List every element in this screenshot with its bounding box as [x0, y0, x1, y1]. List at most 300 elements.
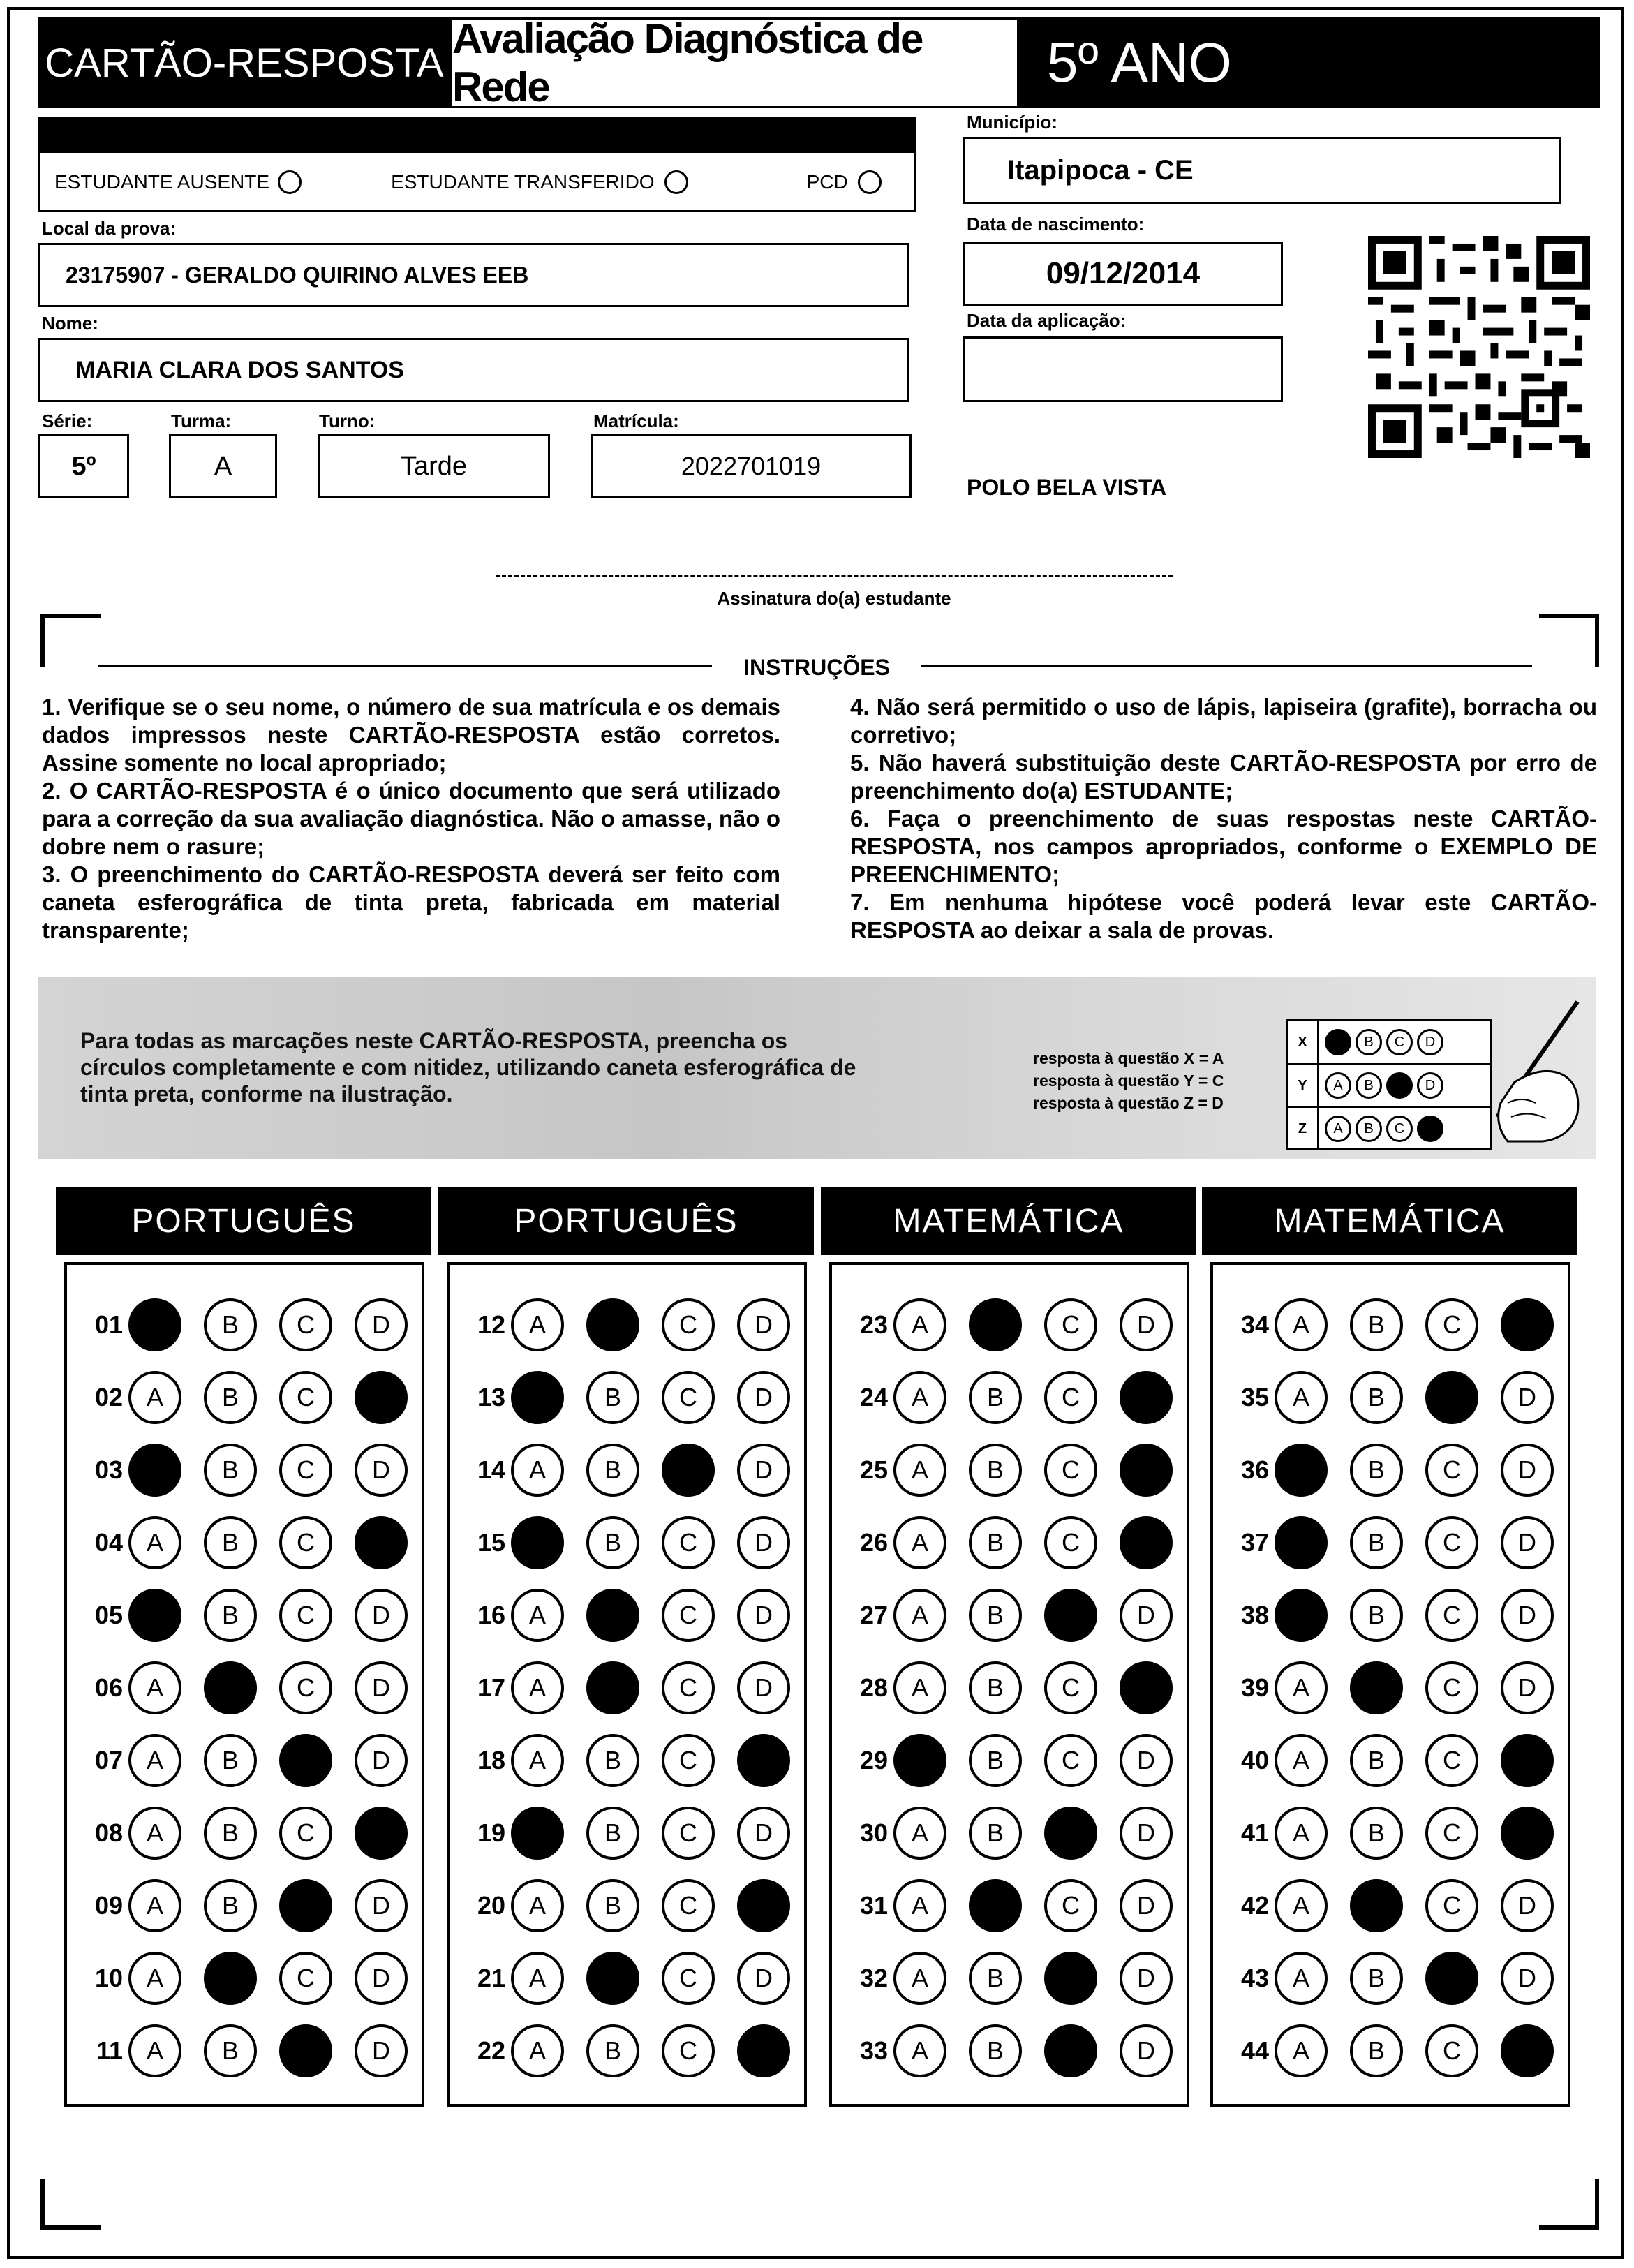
- instruction-7: 7. Em nenhuma hipótese você poderá levar este CARTÃO-RESPOSTA ao deixar a sala de provas.: [850, 889, 1597, 943]
- answer-bubble-d[interactable]: [355, 1661, 408, 1714]
- answer-bubble-b[interactable]: [586, 1589, 639, 1642]
- answer-bubble-b[interactable]: [586, 1952, 639, 2005]
- answer-bubble-a[interactable]: [893, 1516, 946, 1569]
- answer-bubble-c[interactable]: [279, 1952, 332, 2005]
- transferred-radio[interactable]: [664, 170, 688, 194]
- example-bubble-letter: B: [1364, 1120, 1374, 1136]
- answer-bubble-b[interactable]: [969, 1444, 1022, 1497]
- bubble-letter: B: [986, 1528, 1004, 1557]
- example-bubble-a: [1325, 1029, 1351, 1055]
- answer-bubble-d[interactable]: [1120, 1371, 1173, 1424]
- turno-label: Turno:: [319, 410, 376, 431]
- answer-bubble-a[interactable]: [1275, 1661, 1328, 1714]
- answer-bubble-d[interactable]: [1120, 1952, 1173, 2005]
- question-number: 29: [859, 1746, 888, 1774]
- example-bubble-letter: C: [1394, 1034, 1405, 1050]
- answer-bubble-a[interactable]: [1275, 1952, 1328, 2005]
- answer-bubble-b[interactable]: [969, 1661, 1022, 1714]
- answer-bubble-b[interactable]: [969, 1952, 1022, 2005]
- answer-bubble-d[interactable]: [1120, 1516, 1173, 1569]
- nascimento-field: [963, 242, 1283, 306]
- answer-bubble-a[interactable]: [893, 1444, 946, 1497]
- answer-bubble-d[interactable]: [737, 1589, 790, 1642]
- answer-bubble-d[interactable]: [355, 1516, 408, 1569]
- serie-label: Série:: [42, 410, 93, 431]
- answer-bubble-b[interactable]: [969, 1516, 1022, 1569]
- answer-bubble-b[interactable]: [586, 1879, 639, 1932]
- answer-bubble-a[interactable]: [1275, 2024, 1328, 2077]
- answer-bubble-d[interactable]: [1120, 1734, 1173, 1787]
- answer-bubble-c[interactable]: [279, 1516, 332, 1569]
- answer-bubble-c[interactable]: [1044, 2024, 1097, 2077]
- answer-bubble-a[interactable]: [1275, 1298, 1328, 1351]
- question-number: 28: [859, 1673, 888, 1702]
- bubble-letter: A: [911, 1383, 928, 1411]
- answer-bubble-d[interactable]: [1501, 1952, 1554, 2005]
- question-number: 31: [859, 1891, 888, 1920]
- answer-bubble-b[interactable]: [204, 1807, 257, 1860]
- answer-bubble-c[interactable]: [1044, 1661, 1097, 1714]
- question-row: [840, 1363, 1195, 1432]
- answer-column-2: [447, 1262, 807, 2107]
- answer-bubble-c[interactable]: [1044, 1298, 1097, 1351]
- question-number: 06: [94, 1673, 123, 1702]
- answer-bubble-b[interactable]: [204, 1661, 257, 1714]
- question-row: [75, 1653, 430, 1723]
- hand-pen-icon: [1466, 998, 1584, 1145]
- answer-bubble-c[interactable]: [662, 1952, 715, 2005]
- answer-bubble-a[interactable]: [128, 1952, 181, 2005]
- bubble-letter: C: [679, 2036, 697, 2065]
- answer-bubble-c[interactable]: [1425, 1589, 1478, 1642]
- answer-bubble-c[interactable]: [662, 1444, 715, 1497]
- answer-bubble-c[interactable]: [1425, 1661, 1478, 1714]
- answer-bubble-d[interactable]: [355, 1298, 408, 1351]
- answer-bubble-a[interactable]: [128, 1516, 181, 1569]
- answer-bubble-c[interactable]: [662, 1298, 715, 1351]
- bubble-letter: B: [221, 1383, 239, 1411]
- answer-bubble-a[interactable]: [893, 1879, 946, 1932]
- answer-bubble-b[interactable]: [1350, 1444, 1403, 1497]
- question-row: [75, 1871, 430, 1941]
- question-number: 12: [477, 1310, 505, 1339]
- bubble-letter: C: [679, 1891, 697, 1920]
- bubble-letter: B: [1367, 1964, 1385, 1992]
- answer-bubble-a[interactable]: [1275, 1879, 1328, 1932]
- answer-bubble-c[interactable]: [1044, 1516, 1097, 1569]
- bubble-letter: C: [1443, 1455, 1461, 1484]
- answer-bubble-c[interactable]: [279, 1298, 332, 1351]
- answer-bubble-c[interactable]: [1425, 1516, 1478, 1569]
- answer-bubble-c[interactable]: [662, 1807, 715, 1860]
- answer-bubble-a[interactable]: [893, 1807, 946, 1860]
- matricula-label: Matrícula:: [593, 410, 679, 431]
- example-legend-z: resposta à questão Z = D: [1033, 1094, 1224, 1112]
- bubble-letter: D: [1137, 1964, 1155, 1992]
- question-row: [1221, 1363, 1576, 1432]
- pcd-radio[interactable]: [858, 170, 882, 194]
- answer-bubble-d[interactable]: [737, 1952, 790, 2005]
- question-number: 25: [859, 1455, 888, 1484]
- example-bubble-a: [1325, 1072, 1351, 1099]
- answer-bubble-c[interactable]: [279, 1661, 332, 1714]
- answer-bubble-a[interactable]: [511, 1661, 564, 1714]
- question-number: 42: [1240, 1891, 1269, 1920]
- question-number: 10: [94, 1964, 123, 1992]
- answer-bubble-d[interactable]: [1501, 2024, 1554, 2077]
- question-number: 27: [859, 1601, 888, 1629]
- answer-bubble-b[interactable]: [204, 1952, 257, 2005]
- answer-bubble-d[interactable]: [355, 1734, 408, 1787]
- answer-bubble-b[interactable]: [969, 1589, 1022, 1642]
- answer-bubble-b[interactable]: [1350, 1952, 1403, 2005]
- answer-bubble-b[interactable]: [204, 1589, 257, 1642]
- question-number: 30: [859, 1818, 888, 1847]
- bubble-letter: A: [911, 1455, 928, 1484]
- answer-bubble-c[interactable]: [279, 2024, 332, 2077]
- answer-bubble-b[interactable]: [586, 2024, 639, 2077]
- answer-bubble-c[interactable]: [1425, 1952, 1478, 2005]
- bubble-letter: A: [911, 1310, 928, 1339]
- answer-bubble-c[interactable]: [1425, 1298, 1478, 1351]
- answer-bubble-b[interactable]: [586, 1371, 639, 1424]
- answer-bubble-a[interactable]: [128, 1298, 181, 1351]
- answer-bubble-b[interactable]: [586, 1298, 639, 1351]
- bubble-letter: B: [1367, 1310, 1385, 1339]
- bubble-letter: C: [679, 1746, 697, 1774]
- question-row: [75, 1798, 430, 1868]
- answer-bubble-c[interactable]: [662, 1661, 715, 1714]
- answer-bubble-d[interactable]: [1120, 1807, 1173, 1860]
- subject-header-2: PORTUGUÊS: [438, 1187, 814, 1255]
- question-number: 11: [96, 2036, 123, 2065]
- bubble-letter: D: [755, 1964, 773, 1992]
- answer-bubble-b[interactable]: [204, 1298, 257, 1351]
- answer-bubble-c[interactable]: [279, 1371, 332, 1424]
- answer-bubble-d[interactable]: [1501, 1298, 1554, 1351]
- bubble-letter: D: [1137, 1601, 1155, 1629]
- bubble-letter: D: [372, 1673, 390, 1702]
- answer-bubble-b[interactable]: [1350, 2024, 1403, 2077]
- answer-bubble-d[interactable]: [737, 1371, 790, 1424]
- answer-bubble-a[interactable]: [893, 1589, 946, 1642]
- answer-bubble-c[interactable]: [1044, 1589, 1097, 1642]
- bubble-letter: D: [372, 1455, 390, 1484]
- bubble-letter: C: [679, 1673, 697, 1702]
- question-row: [840, 1726, 1195, 1795]
- answer-bubble-d[interactable]: [355, 1952, 408, 2005]
- instructions-title: INSTRUÇÕES: [743, 655, 890, 680]
- bubble-letter: D: [1518, 1528, 1536, 1557]
- answer-bubble-d[interactable]: [355, 1807, 408, 1860]
- question-row: [458, 1798, 812, 1868]
- answer-bubble-b[interactable]: [204, 1734, 257, 1787]
- answer-bubble-b[interactable]: [1350, 1516, 1403, 1569]
- answer-bubble-c[interactable]: [1044, 1807, 1097, 1860]
- answer-column-3: [829, 1262, 1189, 2107]
- bubble-letter: C: [1443, 1310, 1461, 1339]
- question-row: [840, 1435, 1195, 1505]
- answer-bubble-a[interactable]: [128, 1371, 181, 1424]
- answer-bubble-b[interactable]: [969, 1879, 1022, 1932]
- question-row: [1221, 1653, 1576, 1723]
- aplicacao-field[interactable]: [963, 336, 1283, 402]
- answer-bubble-b[interactable]: [204, 2024, 257, 2077]
- answer-bubble-a[interactable]: [128, 1444, 181, 1497]
- answer-bubble-b[interactable]: [204, 1444, 257, 1497]
- answer-bubble-a[interactable]: [1275, 1734, 1328, 1787]
- answer-bubble-b[interactable]: [204, 1879, 257, 1932]
- answer-bubble-b[interactable]: [1350, 1734, 1403, 1787]
- answer-bubble-c[interactable]: [279, 1589, 332, 1642]
- answer-bubble-a[interactable]: [1275, 1807, 1328, 1860]
- matricula-value: 2022701019: [681, 452, 822, 480]
- answer-bubble-d[interactable]: [737, 1516, 790, 1569]
- bubble-letter: B: [221, 1746, 239, 1774]
- answer-bubble-d[interactable]: [355, 1589, 408, 1642]
- answer-bubble-d[interactable]: [355, 1444, 408, 1497]
- answer-bubble-c[interactable]: [1425, 2024, 1478, 2077]
- answer-bubble-c[interactable]: [279, 1444, 332, 1497]
- question-number: 17: [477, 1673, 505, 1702]
- answer-bubble-a[interactable]: [893, 1298, 946, 1351]
- question-row: [840, 1508, 1195, 1578]
- answer-bubble-d[interactable]: [1501, 1734, 1554, 1787]
- answer-bubble-a[interactable]: [893, 1952, 946, 2005]
- answer-bubble-d[interactable]: [355, 1879, 408, 1932]
- answer-bubble-a[interactable]: [128, 1661, 181, 1714]
- bubble-letter: A: [528, 1746, 546, 1774]
- answer-bubble-d[interactable]: [1120, 1661, 1173, 1714]
- instruction-1: 1. Verifique se o seu nome, o número de sua matrícula e os demais dados impressos neste CARTÃO-RESPOSTA estão corretos. Assine somente no local apropriado;: [42, 694, 780, 776]
- bubble-letter: B: [604, 1383, 621, 1411]
- bubble-letter: B: [604, 1891, 621, 1920]
- bubble-letter: B: [604, 2036, 621, 2065]
- question-number: 33: [859, 2036, 888, 2065]
- question-row: [75, 1435, 430, 1505]
- answer-bubble-a[interactable]: [893, 1661, 946, 1714]
- answer-bubble-b[interactable]: [969, 1734, 1022, 1787]
- answer-bubble-d[interactable]: [1501, 1807, 1554, 1860]
- answer-bubble-d[interactable]: [355, 1371, 408, 1424]
- bubble-letter: A: [528, 2036, 546, 2065]
- answer-bubble-c[interactable]: [662, 2024, 715, 2077]
- answer-bubble-a[interactable]: [128, 1734, 181, 1787]
- bubble-letter: D: [1518, 1964, 1536, 1992]
- question-row: [840, 2016, 1195, 2086]
- answer-bubble-d[interactable]: [737, 1879, 790, 1932]
- absent-radio[interactable]: [278, 170, 302, 194]
- bubble-letter: C: [1443, 2036, 1461, 2065]
- question-number: 18: [477, 1746, 505, 1774]
- bubble-letter: C: [1443, 1891, 1461, 1920]
- answer-bubble-c[interactable]: [279, 1734, 332, 1787]
- answer-bubble-a[interactable]: [511, 1807, 564, 1860]
- municipio-field: [963, 137, 1561, 204]
- bubble-letter: C: [297, 1528, 315, 1557]
- question-number: 40: [1240, 1746, 1269, 1774]
- example-text: Para todas as marcações neste CARTÃO-RESPOSTA, preencha os círculos completamente e com nitidez, utilizando caneta esferográfica de tinta preta, conforme na ilustração.: [80, 1028, 856, 1106]
- answer-bubble-c[interactable]: [662, 1516, 715, 1569]
- answer-bubble-a[interactable]: [511, 2024, 564, 2077]
- signature-label: Assinatura do(a) estudante: [717, 588, 951, 609]
- question-number: 39: [1240, 1673, 1269, 1702]
- answer-bubble-c[interactable]: [1425, 1807, 1478, 1860]
- question-row: [458, 1508, 812, 1578]
- answer-bubble-a[interactable]: [128, 1807, 181, 1860]
- answer-bubble-b[interactable]: [586, 1516, 639, 1569]
- answer-bubble-a[interactable]: [1275, 1589, 1328, 1642]
- example-row-label: Y: [1288, 1065, 1319, 1106]
- answer-bubble-c[interactable]: [279, 1879, 332, 1932]
- subject-header-3: MATEMÁTICA: [821, 1187, 1196, 1255]
- answer-bubble-a[interactable]: [511, 1516, 564, 1569]
- answer-bubble-b[interactable]: [1350, 1661, 1403, 1714]
- answer-bubble-b[interactable]: [969, 1807, 1022, 1860]
- answer-bubble-b[interactable]: [1350, 1879, 1403, 1932]
- answer-bubble-a[interactable]: [128, 2024, 181, 2077]
- bubble-letter: D: [1137, 1746, 1155, 1774]
- card-label-box: [38, 17, 450, 108]
- question-row: [1221, 1871, 1576, 1941]
- answer-bubble-d[interactable]: [1501, 1589, 1554, 1642]
- corner-mark-top-left: [40, 614, 101, 667]
- answer-bubble-b[interactable]: [969, 1298, 1022, 1351]
- answer-bubble-b[interactable]: [1350, 1807, 1403, 1860]
- answer-bubble-b[interactable]: [586, 1444, 639, 1497]
- example-bubble-c: [1386, 1072, 1413, 1099]
- answer-bubble-b[interactable]: [1350, 1298, 1403, 1351]
- answer-bubble-c[interactable]: [662, 1734, 715, 1787]
- answer-bubble-a[interactable]: [128, 1879, 181, 1932]
- answer-bubble-c[interactable]: [1425, 1371, 1478, 1424]
- answer-bubble-c[interactable]: [1044, 1444, 1097, 1497]
- answer-bubble-a[interactable]: [511, 1298, 564, 1351]
- answer-bubble-b[interactable]: [204, 1516, 257, 1569]
- answer-bubble-a[interactable]: [128, 1589, 181, 1642]
- answer-bubble-c[interactable]: [1425, 1734, 1478, 1787]
- answer-bubble-b[interactable]: [969, 2024, 1022, 2077]
- bubble-letter: A: [146, 1383, 163, 1411]
- bubble-letter: C: [1062, 1455, 1080, 1484]
- answer-bubble-c[interactable]: [1044, 1371, 1097, 1424]
- answer-bubble-c[interactable]: [662, 1879, 715, 1932]
- answer-bubble-d[interactable]: [1120, 1298, 1173, 1351]
- answer-bubble-c[interactable]: [662, 1589, 715, 1642]
- bubble-letter: D: [755, 1455, 773, 1484]
- answer-bubble-a[interactable]: [511, 1444, 564, 1497]
- example-bubble-c: [1386, 1029, 1413, 1055]
- answer-bubble-c[interactable]: [1044, 1734, 1097, 1787]
- answer-bubble-a[interactable]: [511, 1589, 564, 1642]
- bubble-letter: A: [911, 1601, 928, 1629]
- bubble-letter: B: [1367, 1601, 1385, 1629]
- question-row: [840, 1290, 1195, 1360]
- answer-bubble-c[interactable]: [279, 1807, 332, 1860]
- answer-bubble-a[interactable]: [893, 2024, 946, 2077]
- example-bubble-letter: D: [1425, 1034, 1436, 1050]
- answer-bubble-b[interactable]: [1350, 1589, 1403, 1642]
- answer-bubble-d[interactable]: [1120, 2024, 1173, 2077]
- question-row: [458, 1290, 812, 1360]
- answer-bubble-b[interactable]: [586, 1807, 639, 1860]
- answer-bubble-a[interactable]: [511, 1371, 564, 1424]
- bubble-letter: B: [1367, 1818, 1385, 1847]
- answer-bubble-c[interactable]: [1425, 1444, 1478, 1497]
- question-row: [458, 1943, 812, 2013]
- answer-bubble-c[interactable]: [662, 1371, 715, 1424]
- answer-bubble-d[interactable]: [737, 1661, 790, 1714]
- answer-bubble-d[interactable]: [1501, 1879, 1554, 1932]
- answer-bubble-d[interactable]: [355, 2024, 408, 2077]
- answer-bubble-d[interactable]: [1120, 1879, 1173, 1932]
- answer-bubble-d[interactable]: [1501, 1661, 1554, 1714]
- answer-bubble-b[interactable]: [586, 1661, 639, 1714]
- answer-bubble-a[interactable]: [511, 1952, 564, 2005]
- question-number: 03: [94, 1455, 123, 1484]
- answer-bubble-a[interactable]: [511, 1879, 564, 1932]
- answer-bubble-c[interactable]: [1044, 1952, 1097, 2005]
- answer-bubble-a[interactable]: [1275, 1371, 1328, 1424]
- answer-bubble-b[interactable]: [204, 1371, 257, 1424]
- question-number: 37: [1240, 1528, 1269, 1557]
- answer-bubble-d[interactable]: [737, 1444, 790, 1497]
- answer-bubble-d[interactable]: [1501, 1444, 1554, 1497]
- answer-bubble-d[interactable]: [1501, 1516, 1554, 1569]
- example-bubble-b: [1356, 1116, 1382, 1142]
- bubble-letter: B: [221, 1891, 239, 1920]
- answer-bubble-a[interactable]: [1275, 1516, 1328, 1569]
- bubble-letter: B: [986, 1964, 1004, 1992]
- answer-bubble-b[interactable]: [969, 1371, 1022, 1424]
- answer-bubble-d[interactable]: [1120, 1444, 1173, 1497]
- answer-bubble-a[interactable]: [893, 1371, 946, 1424]
- local-label: Local da prova:: [42, 218, 177, 239]
- bubble-letter: A: [146, 1818, 163, 1847]
- signature-line[interactable]: [496, 575, 1173, 577]
- question-number: 05: [94, 1601, 123, 1629]
- answer-bubble-c[interactable]: [1044, 1879, 1097, 1932]
- answer-bubble-a[interactable]: [893, 1734, 946, 1787]
- bubble-letter: B: [604, 1528, 621, 1557]
- answer-bubble-a[interactable]: [1275, 1444, 1328, 1497]
- answer-bubble-d[interactable]: [737, 1298, 790, 1351]
- bubble-letter: B: [604, 1818, 621, 1847]
- instruction-4: 4. Não será permitido o uso de lápis, lapiseira (grafite), borracha ou corretivo;: [850, 694, 1597, 748]
- answer-bubble-b[interactable]: [1350, 1371, 1403, 1424]
- instruction-6: 6. Faça o preenchimento de suas respostas neste CARTÃO-RESPOSTA, nos campos apropriados, conforme o EXEMPLO DE PREENCHIMENTO;: [850, 806, 1597, 887]
- answer-bubble-d[interactable]: [1501, 1371, 1554, 1424]
- answer-bubble-d[interactable]: [737, 1807, 790, 1860]
- instruction-2: 2. O CARTÃO-RESPOSTA é o único documento que será utilizado para a correção da sua avaliação diagnóstica. Não o amasse, não o dobre nem o rasure;: [42, 778, 780, 859]
- answer-bubble-a[interactable]: [511, 1734, 564, 1787]
- answer-bubble-d[interactable]: [1120, 1589, 1173, 1642]
- bubble-letter: B: [986, 1601, 1004, 1629]
- answer-bubble-d[interactable]: [737, 1734, 790, 1787]
- example-bubble-letter: C: [1394, 1120, 1405, 1136]
- instructions-left: [42, 693, 780, 944]
- answer-bubble-b[interactable]: [586, 1734, 639, 1787]
- answer-bubble-d[interactable]: [737, 2024, 790, 2077]
- bubble-letter: D: [1518, 1383, 1536, 1411]
- question-number: 26: [859, 1528, 888, 1557]
- bubble-letter: D: [1137, 2036, 1155, 2065]
- question-row: [840, 1871, 1195, 1941]
- turma-label: Turma:: [171, 410, 232, 431]
- answer-bubble-c[interactable]: [1425, 1879, 1478, 1932]
- question-number: 14: [477, 1455, 505, 1484]
- question-number: 09: [94, 1891, 123, 1920]
